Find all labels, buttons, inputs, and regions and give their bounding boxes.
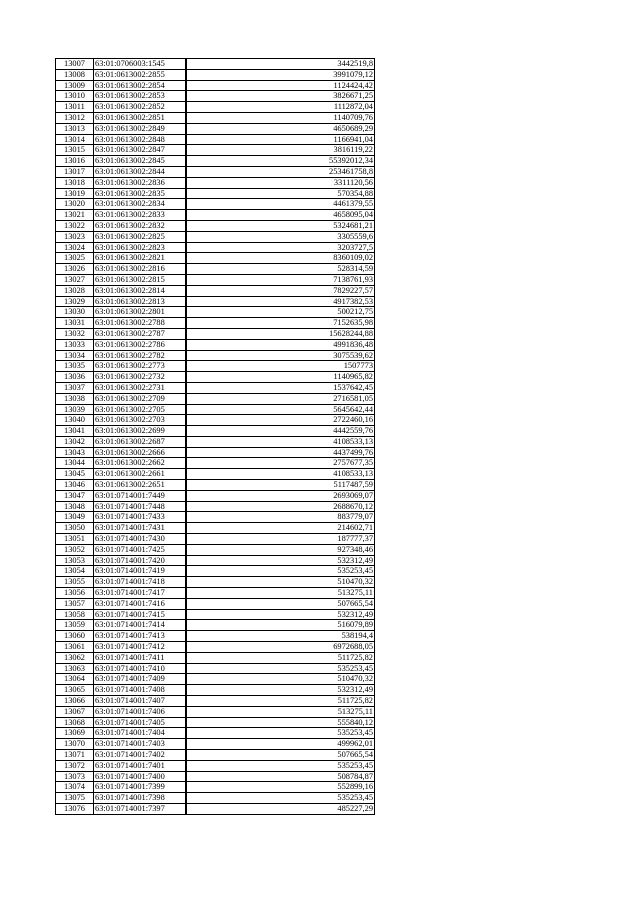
cadastral-value-cell: 7138761,93 [186, 274, 375, 285]
cadastral-number-cell: 63:01:0714001:7418 [94, 577, 186, 588]
row-number-cell: 13054 [56, 566, 94, 577]
row-number-cell: 13041 [56, 426, 94, 437]
cadastral-value-cell: 535253,45 [186, 793, 375, 804]
table-row [56, 274, 375, 285]
cadastral-value-cell: 510470,32 [186, 577, 375, 588]
table-row [56, 803, 375, 814]
table-row [56, 426, 375, 437]
cadastral-value-cell: 1140709,76 [186, 112, 375, 123]
cadastral-number-cell: 63:01:0613002:2833 [94, 210, 186, 221]
cadastral-value-cell: 8360109,02 [186, 253, 375, 264]
cadastral-value-cell: 1112872,04 [186, 102, 375, 113]
cadastral-number-cell: 63:01:0714001:7425 [94, 544, 186, 555]
cadastral-number-cell: 63:01:0613002:2815 [94, 274, 186, 285]
cadastral-number-cell: 63:01:0613002:2786 [94, 339, 186, 350]
cadastral-value-cell: 187777,37 [186, 534, 375, 545]
cadastral-number-cell: 63:01:0714001:7399 [94, 782, 186, 793]
row-number-cell: 13049 [56, 512, 94, 523]
table-row [56, 534, 375, 545]
row-number-cell: 13060 [56, 631, 94, 642]
cadastral-value-cell: 535253,45 [186, 728, 375, 739]
table-row [56, 436, 375, 447]
row-number-cell: 13058 [56, 609, 94, 620]
cadastral-value-cell: 485227,29 [186, 803, 375, 814]
row-number-cell: 13053 [56, 555, 94, 566]
row-number-cell: 13029 [56, 296, 94, 307]
row-number-cell: 13075 [56, 793, 94, 804]
table-row [56, 382, 375, 393]
row-number-cell: 13073 [56, 771, 94, 782]
cadastral-number-cell: 63:01:0613002:2849 [94, 123, 186, 134]
cadastral-number-cell: 63:01:0613002:2787 [94, 328, 186, 339]
table-row [56, 296, 375, 307]
cadastral-value-cell: 214602,71 [186, 523, 375, 534]
row-number-cell: 13064 [56, 674, 94, 685]
table-row [56, 285, 375, 296]
table-row [56, 220, 375, 231]
cadastral-value-cell: 1140965,82 [186, 372, 375, 383]
table-row [56, 631, 375, 642]
row-number-cell: 13069 [56, 728, 94, 739]
row-number-cell: 13048 [56, 501, 94, 512]
cadastral-value-cell: 253461758,8 [186, 166, 375, 177]
table-row [56, 706, 375, 717]
cadastral-value-cell: 538194,4 [186, 631, 375, 642]
cadastral-number-cell: 63:01:0613002:2821 [94, 253, 186, 264]
cadastral-number-cell: 63:01:0714001:7397 [94, 803, 186, 814]
cadastral-value-cell: 883779,07 [186, 512, 375, 523]
cadastral-value-cell: 4461379,55 [186, 199, 375, 210]
cadastral-value-cell: 552899,16 [186, 782, 375, 793]
table-row [56, 458, 375, 469]
table-row [56, 80, 375, 91]
table-row [56, 69, 375, 80]
row-number-cell: 13007 [56, 59, 94, 70]
table-row [56, 544, 375, 555]
cadastral-value-cell: 15628244,88 [186, 328, 375, 339]
cadastral-value-cell: 1124424,42 [186, 80, 375, 91]
row-number-cell: 13027 [56, 274, 94, 285]
table-row [56, 685, 375, 696]
table-row [56, 652, 375, 663]
cadastral-value-cell: 2757677,35 [186, 458, 375, 469]
table-row [56, 566, 375, 577]
cadastral-value-cell: 2693069,07 [186, 490, 375, 501]
table-row [56, 166, 375, 177]
cadastral-value-cell: 3816119,22 [186, 145, 375, 156]
cadastral-number-cell: 63:01:0613002:2705 [94, 404, 186, 415]
table-row [56, 512, 375, 523]
table-row [56, 469, 375, 480]
cadastral-number-cell: 63:01:0613002:2847 [94, 145, 186, 156]
row-number-cell: 13008 [56, 69, 94, 80]
cadastral-number-cell: 63:01:0714001:7448 [94, 501, 186, 512]
cadastral-value-cell: 535253,45 [186, 760, 375, 771]
table-row [56, 771, 375, 782]
cadastral-number-cell: 63:01:0714001:7398 [94, 793, 186, 804]
table-row [56, 717, 375, 728]
row-number-cell: 13071 [56, 750, 94, 761]
row-number-cell: 13056 [56, 588, 94, 599]
table-row [56, 642, 375, 653]
cadastral-number-cell: 63:01:0714001:7413 [94, 631, 186, 642]
table-row [56, 598, 375, 609]
cadastral-number-cell: 63:01:0613002:2731 [94, 382, 186, 393]
cadastral-value-cell: 3203727,5 [186, 242, 375, 253]
cadastral-value-cell: 513275,11 [186, 706, 375, 717]
cadastral-number-cell: 63:01:0714001:7415 [94, 609, 186, 620]
table-row [56, 134, 375, 145]
row-number-cell: 13059 [56, 620, 94, 631]
cadastral-number-cell: 63:01:0714001:7409 [94, 674, 186, 685]
table-row [56, 760, 375, 771]
cadastral-value-cell: 2722460,16 [186, 415, 375, 426]
row-number-cell: 13009 [56, 80, 94, 91]
table-row [56, 393, 375, 404]
cadastral-value-cell: 5117487,59 [186, 480, 375, 491]
row-number-cell: 13063 [56, 663, 94, 674]
cadastral-value-cell: 3075539,62 [186, 350, 375, 361]
table-row [56, 188, 375, 199]
row-number-cell: 13025 [56, 253, 94, 264]
cadastral-number-cell: 63:01:0613002:2854 [94, 80, 186, 91]
row-number-cell: 13035 [56, 361, 94, 372]
cadastral-number-cell: 63:01:0714001:7414 [94, 620, 186, 631]
cadastral-value-cell: 528314,59 [186, 264, 375, 275]
cadastral-number-cell: 63:01:0613002:2699 [94, 426, 186, 437]
cadastral-number-cell: 63:01:0714001:7403 [94, 739, 186, 750]
cadastral-value-cell: 3826671,25 [186, 91, 375, 102]
row-number-cell: 13050 [56, 523, 94, 534]
cadastral-number-cell: 63:01:0714001:7411 [94, 652, 186, 663]
cadastral-value-cell: 4650689,29 [186, 123, 375, 134]
row-number-cell: 13037 [56, 382, 94, 393]
cadastral-number-cell: 63:01:0613002:2782 [94, 350, 186, 361]
row-number-cell: 13065 [56, 685, 94, 696]
cadastral-number-cell: 63:01:0613002:2823 [94, 242, 186, 253]
cadastral-number-cell: 63:01:0714001:7408 [94, 685, 186, 696]
cadastral-value-cell: 1166941,04 [186, 134, 375, 145]
cadastral-value-cell: 532312,49 [186, 555, 375, 566]
cadastral-value-cell: 535253,45 [186, 663, 375, 674]
row-number-cell: 13032 [56, 328, 94, 339]
row-number-cell: 13062 [56, 652, 94, 663]
cadastral-value-cell: 570354,88 [186, 188, 375, 199]
cadastral-number-cell: 63:01:0714001:7419 [94, 566, 186, 577]
row-number-cell: 13024 [56, 242, 94, 253]
cadastral-value-cell: 6972688,05 [186, 642, 375, 653]
row-number-cell: 13038 [56, 393, 94, 404]
table-row [56, 231, 375, 242]
row-number-cell: 13055 [56, 577, 94, 588]
row-number-cell: 13016 [56, 156, 94, 167]
table-row [56, 696, 375, 707]
row-number-cell: 13017 [56, 166, 94, 177]
row-number-cell: 13052 [56, 544, 94, 555]
row-number-cell: 13040 [56, 415, 94, 426]
row-number-cell: 13067 [56, 706, 94, 717]
cadastral-number-cell: 63:01:0714001:7406 [94, 706, 186, 717]
row-number-cell: 13076 [56, 803, 94, 814]
table-row [56, 210, 375, 221]
cadastral-number-cell: 63:01:0613002:2814 [94, 285, 186, 296]
row-number-cell: 13028 [56, 285, 94, 296]
cadastral-value-cell: 3991079,12 [186, 69, 375, 80]
cadastral-value-cell: 4442559,76 [186, 426, 375, 437]
row-number-cell: 13015 [56, 145, 94, 156]
row-number-cell: 13039 [56, 404, 94, 415]
row-number-cell: 13068 [56, 717, 94, 728]
row-number-cell: 13047 [56, 490, 94, 501]
row-number-cell: 13036 [56, 372, 94, 383]
cadastral-value-cell: 4917382,53 [186, 296, 375, 307]
cadastral-number-cell: 63:01:0613002:2661 [94, 469, 186, 480]
cadastral-number-cell: 63:01:0613002:2834 [94, 199, 186, 210]
table-row [56, 674, 375, 685]
row-number-cell: 13051 [56, 534, 94, 545]
row-number-cell: 13019 [56, 188, 94, 199]
row-number-cell: 13021 [56, 210, 94, 221]
row-number-cell: 13031 [56, 318, 94, 329]
cadastral-value-cell: 507665,54 [186, 750, 375, 761]
table-row [56, 523, 375, 534]
row-number-cell: 13043 [56, 447, 94, 458]
cadastral-value-cell: 511725,82 [186, 652, 375, 663]
row-number-cell: 13057 [56, 598, 94, 609]
table-row [56, 739, 375, 750]
cadastral-number-cell: 63:01:0714001:7400 [94, 771, 186, 782]
cadastral-number-cell: 63:01:0613002:2732 [94, 372, 186, 383]
cadastral-value-table [55, 58, 375, 815]
table-row [56, 361, 375, 372]
cadastral-value-cell: 55392012,34 [186, 156, 375, 167]
cadastral-number-cell: 63:01:0613002:2788 [94, 318, 186, 329]
cadastral-value-cell: 510470,32 [186, 674, 375, 685]
cadastral-number-cell: 63:01:0714001:7417 [94, 588, 186, 599]
cadastral-number-cell: 63:01:0613002:2687 [94, 436, 186, 447]
table-row [56, 577, 375, 588]
cadastral-value-cell: 4108533,13 [186, 469, 375, 480]
cadastral-value-cell: 532312,49 [186, 609, 375, 620]
cadastral-value-cell: 3305559,6 [186, 231, 375, 242]
row-number-cell: 13061 [56, 642, 94, 653]
cadastral-value-cell: 4991836,48 [186, 339, 375, 350]
table-row [56, 156, 375, 167]
cadastral-value-cell: 2716581,05 [186, 393, 375, 404]
row-number-cell: 13070 [56, 739, 94, 750]
table-row [56, 318, 375, 329]
cadastral-number-cell: 63:01:0613002:2813 [94, 296, 186, 307]
row-number-cell: 13034 [56, 350, 94, 361]
cadastral-number-cell: 63:01:0613002:2845 [94, 156, 186, 167]
table-row [56, 501, 375, 512]
cadastral-number-cell: 63:01:0613002:2844 [94, 166, 186, 177]
table-row [56, 59, 375, 70]
cadastral-number-cell: 63:01:0706003:1545 [94, 59, 186, 70]
cadastral-value-cell: 511725,82 [186, 696, 375, 707]
table-row [56, 123, 375, 134]
cadastral-value-cell: 507665,54 [186, 598, 375, 609]
table-row [56, 328, 375, 339]
table-row [56, 112, 375, 123]
table-row [56, 91, 375, 102]
cadastral-value-cell: 1537642,45 [186, 382, 375, 393]
cadastral-number-cell: 63:01:0613002:2651 [94, 480, 186, 491]
cadastral-value-cell: 555840,12 [186, 717, 375, 728]
cadastral-number-cell: 63:01:0613002:2816 [94, 264, 186, 275]
row-number-cell: 13045 [56, 469, 94, 480]
cadastral-number-cell: 63:01:0714001:7433 [94, 512, 186, 523]
table-row [56, 415, 375, 426]
cadastral-number-cell: 63:01:0714001:7407 [94, 696, 186, 707]
row-number-cell: 13030 [56, 307, 94, 318]
table-row [56, 793, 375, 804]
cadastral-number-cell: 63:01:0714001:7402 [94, 750, 186, 761]
table-row [56, 588, 375, 599]
table-row [56, 372, 375, 383]
cadastral-number-cell: 63:01:0613002:2666 [94, 447, 186, 458]
cadastral-value-cell: 508784,87 [186, 771, 375, 782]
cadastral-value-cell: 7829227,57 [186, 285, 375, 296]
table-row [56, 728, 375, 739]
table-row [56, 480, 375, 491]
table-row [56, 750, 375, 761]
cadastral-number-cell: 63:01:0714001:7405 [94, 717, 186, 728]
table-row [56, 663, 375, 674]
cadastral-number-cell: 63:01:0613002:2855 [94, 69, 186, 80]
cadastral-number-cell: 63:01:0613002:2825 [94, 231, 186, 242]
cadastral-value-cell: 4108533,13 [186, 436, 375, 447]
cadastral-value-cell: 3311120,56 [186, 177, 375, 188]
cadastral-number-cell: 63:01:0714001:7401 [94, 760, 186, 771]
row-number-cell: 13046 [56, 480, 94, 491]
cadastral-value-cell: 500212,75 [186, 307, 375, 318]
cadastral-number-cell: 63:01:0613002:2832 [94, 220, 186, 231]
row-number-cell: 13074 [56, 782, 94, 793]
row-number-cell: 13018 [56, 177, 94, 188]
cadastral-number-cell: 63:01:0613002:2852 [94, 102, 186, 113]
row-number-cell: 13010 [56, 91, 94, 102]
cadastral-number-cell: 63:01:0613002:2851 [94, 112, 186, 123]
row-number-cell: 13066 [56, 696, 94, 707]
table-row [56, 620, 375, 631]
cadastral-value-cell: 499962,01 [186, 739, 375, 750]
row-number-cell: 13023 [56, 231, 94, 242]
cadastral-number-cell: 63:01:0714001:7410 [94, 663, 186, 674]
table-row [56, 242, 375, 253]
row-number-cell: 13022 [56, 220, 94, 231]
cadastral-number-cell: 63:01:0714001:7420 [94, 555, 186, 566]
row-number-cell: 13072 [56, 760, 94, 771]
table-row [56, 555, 375, 566]
cadastral-number-cell: 63:01:0613002:2773 [94, 361, 186, 372]
table-row [56, 609, 375, 620]
row-number-cell: 13033 [56, 339, 94, 350]
table-row [56, 145, 375, 156]
cadastral-number-cell: 63:01:0714001:7430 [94, 534, 186, 545]
cadastral-number-cell: 63:01:0714001:7449 [94, 490, 186, 501]
row-number-cell: 13012 [56, 112, 94, 123]
cadastral-number-cell: 63:01:0613002:2709 [94, 393, 186, 404]
table-row [56, 102, 375, 113]
cadastral-value-cell: 927348,46 [186, 544, 375, 555]
table-row [56, 307, 375, 318]
cadastral-value-cell: 1507773 [186, 361, 375, 372]
cadastral-number-cell: 63:01:0613002:2848 [94, 134, 186, 145]
cadastral-number-cell: 63:01:0714001:7412 [94, 642, 186, 653]
table-row [56, 264, 375, 275]
cadastral-number-cell: 63:01:0613002:2801 [94, 307, 186, 318]
table-row [56, 447, 375, 458]
cadastral-value-cell: 7152635,98 [186, 318, 375, 329]
row-number-cell: 13044 [56, 458, 94, 469]
cadastral-value-cell: 535253,45 [186, 566, 375, 577]
cadastral-value-cell: 5324681,21 [186, 220, 375, 231]
cadastral-number-cell: 63:01:0613002:2662 [94, 458, 186, 469]
table-row [56, 199, 375, 210]
cadastral-value-cell: 5645642,44 [186, 404, 375, 415]
cadastral-value-cell: 532312,49 [186, 685, 375, 696]
table-row [56, 404, 375, 415]
table-row [56, 350, 375, 361]
cadastral-number-cell: 63:01:0714001:7431 [94, 523, 186, 534]
cadastral-number-cell: 63:01:0714001:7416 [94, 598, 186, 609]
table-row [56, 339, 375, 350]
cadastral-number-cell: 63:01:0714001:7404 [94, 728, 186, 739]
table-row [56, 253, 375, 264]
table-row [56, 177, 375, 188]
table-body [56, 59, 375, 815]
cadastral-value-cell: 3442519,8 [186, 59, 375, 70]
row-number-cell: 13026 [56, 264, 94, 275]
cadastral-value-cell: 4658095,04 [186, 210, 375, 221]
row-number-cell: 13011 [56, 102, 94, 113]
row-number-cell: 13042 [56, 436, 94, 447]
row-number-cell: 13014 [56, 134, 94, 145]
cadastral-number-cell: 63:01:0613002:2836 [94, 177, 186, 188]
row-number-cell: 13013 [56, 123, 94, 134]
row-number-cell: 13020 [56, 199, 94, 210]
table-row [56, 490, 375, 501]
table-row [56, 782, 375, 793]
cadastral-value-cell: 4437499,76 [186, 447, 375, 458]
cadastral-value-cell: 516079,89 [186, 620, 375, 631]
cadastral-value-cell: 2688670,12 [186, 501, 375, 512]
cadastral-value-cell: 513275,11 [186, 588, 375, 599]
cadastral-number-cell: 63:01:0613002:2703 [94, 415, 186, 426]
cadastral-number-cell: 63:01:0613002:2853 [94, 91, 186, 102]
cadastral-number-cell: 63:01:0613002:2835 [94, 188, 186, 199]
